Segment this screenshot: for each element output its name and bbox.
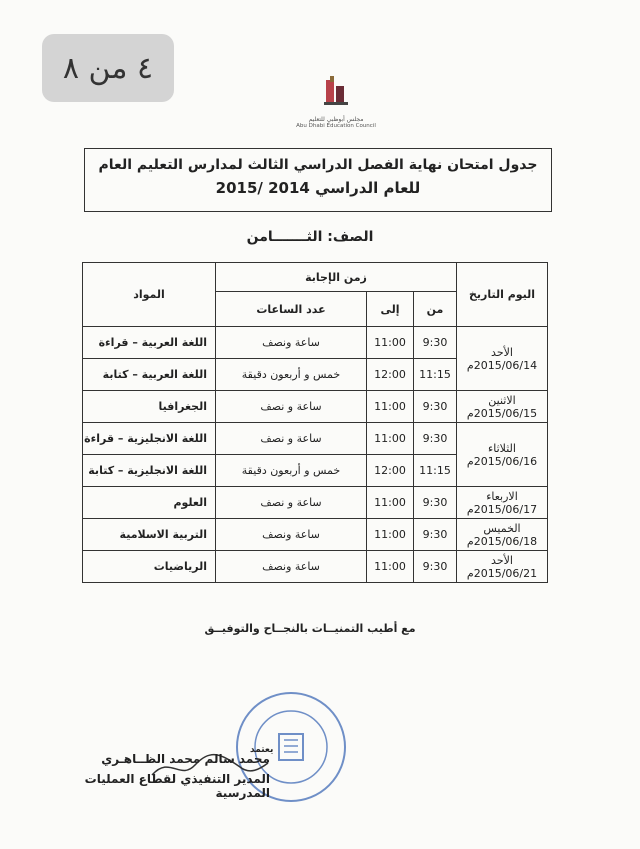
time-from-cell: 9:30 (414, 327, 457, 359)
table-row (83, 519, 548, 551)
day-name: الأحد (491, 553, 513, 567)
logo-emblem-icon (316, 74, 356, 112)
time-to-cell: 12:00 (367, 455, 414, 487)
signatory-title: المدير التنفيذي لقطاع العمليات المدرسية (84, 772, 270, 800)
time-to-cell: 11:00 (367, 391, 414, 423)
time-to-cell: 11:00 (367, 423, 414, 455)
table-row (83, 423, 548, 455)
duration-cell: ساعة و نصف (216, 487, 367, 519)
time-from-cell: 9:30 (414, 487, 457, 519)
table-row (83, 551, 548, 583)
header-answer-time: زمن الإجابة (216, 263, 457, 292)
time-from-cell: 11:15 (414, 359, 457, 391)
exam-date: 2015/06/17م (466, 502, 538, 516)
duration-cell: خمس و أربعون دقيقة (216, 455, 367, 487)
time-from-cell: 9:30 (414, 551, 457, 583)
duration-cell: ساعة ونصف (216, 551, 367, 583)
exam-date: 2015/06/18م (466, 534, 538, 548)
academic-year: للعام الدراسي 2014 /2015 (215, 179, 421, 197)
day-name: الثلاثاء (488, 441, 516, 455)
duration-cell: ساعة ونصف (216, 519, 367, 551)
header-subjects: المواد (83, 263, 216, 327)
exam-date: 2015/06/15م (466, 406, 538, 420)
logo-name-arabic: مجلس أبوظبي للتعليم (308, 116, 364, 123)
subject-cell: اللغة الانجليزية – قراءة (83, 423, 216, 455)
council-logo (296, 74, 376, 134)
day-date-cell (457, 551, 548, 583)
time-to-cell: 11:00 (367, 327, 414, 359)
subject-cell: التربية الاسلامية (83, 519, 216, 551)
subject-cell: الجغرافيا (83, 391, 216, 423)
time-to-cell: 11:00 (367, 487, 414, 519)
header-hours: عدد الساعات (216, 292, 367, 327)
day-date-cell (457, 519, 548, 551)
approval-word: يعتمد (250, 745, 274, 755)
time-from-cell: 9:30 (414, 423, 457, 455)
duration-cell: خمس و أربعون دقيقة (216, 359, 367, 391)
day-date-cell (457, 391, 548, 423)
subject-cell: اللغة الانجليزية – كتابة (83, 455, 216, 487)
day-name: الاربعاء (486, 489, 518, 503)
duration-cell: ساعة و نصف (216, 391, 367, 423)
day-date-cell (457, 327, 548, 391)
time-from-cell: 11:15 (414, 455, 457, 487)
table-row (83, 327, 548, 359)
signatory-name: محمد سالم محمد الظــاهـري (101, 752, 270, 766)
exam-schedule-table (82, 262, 548, 583)
exam-date: 2015/06/21م (466, 566, 538, 580)
day-name: الاثنين (488, 393, 516, 407)
page-title: جدول امتحان نهاية الفصل الدراسي الثالث لمدارس التعليم العام (98, 157, 538, 173)
page-count-badge: ٤ من ٨ (42, 34, 174, 102)
exam-date: 2015/06/16م (466, 454, 538, 468)
time-from-cell: 9:30 (414, 391, 457, 423)
time-from-cell: 9:30 (414, 519, 457, 551)
day-date-cell (457, 487, 548, 519)
header-day-date: اليوم التاريخ (457, 263, 548, 327)
exam-date: 2015/06/14م (466, 358, 538, 372)
time-to-cell: 11:00 (367, 519, 414, 551)
logo-name-english: Abu Dhabi Education Council (296, 123, 376, 129)
subject-cell: اللغة العربية – كتابة (83, 359, 216, 391)
subject-cell: اللغة العربية – قراءة (83, 327, 216, 359)
time-to-cell: 12:00 (367, 359, 414, 391)
subject-cell: الرياضيات (83, 551, 216, 583)
duration-cell: ساعة و نصف (216, 423, 367, 455)
day-date-cell (457, 423, 548, 487)
header-to: إلى (367, 292, 414, 327)
table-row (83, 391, 548, 423)
time-to-cell: 11:00 (367, 551, 414, 583)
duration-cell: ساعة ونصف (216, 327, 367, 359)
subject-cell: العلوم (83, 487, 216, 519)
closing-wishes: مع أطيب التمنيــات بالنجــاح والتوفيــق (204, 622, 416, 635)
header-from: من (414, 292, 457, 327)
grade-label: الصف: الثـــــــامن (246, 229, 374, 245)
day-name: الخميس (483, 521, 521, 535)
title-box (84, 148, 552, 212)
day-name: الأحد (491, 345, 513, 359)
table-row (83, 487, 548, 519)
